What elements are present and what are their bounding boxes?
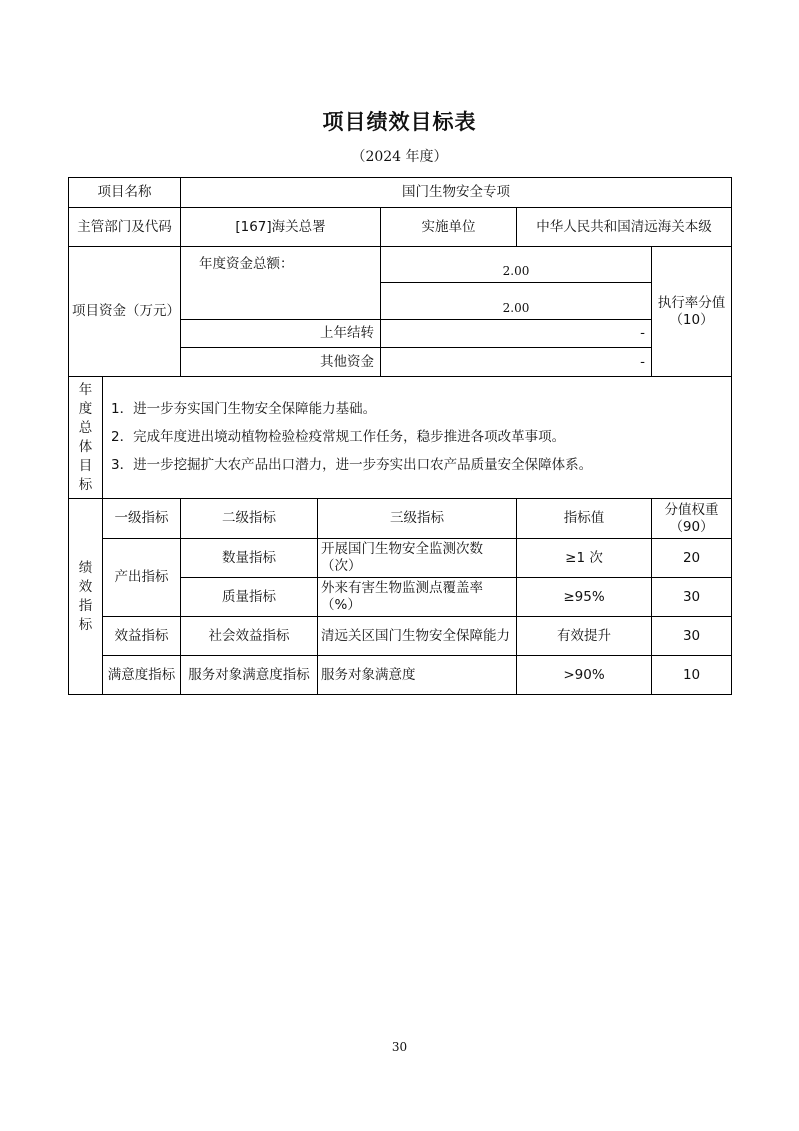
goals-label-char: 年	[78, 381, 93, 398]
department-row	[69, 208, 732, 247]
goal-item: 2．完成年度进出境动植物检验检疫常规工作任务，稳步推进各项改革事项。	[111, 429, 566, 445]
goals-label-char: 标	[78, 476, 93, 493]
funds-carryover-label: 上年结转	[181, 320, 381, 348]
funds-total-cell	[381, 247, 652, 283]
row-weight: 30	[652, 578, 732, 617]
header-level2: 二级指标	[181, 499, 318, 539]
row-level2: 服务对象满意度指标	[181, 656, 318, 695]
project-name-value: 国门生物安全专项	[181, 178, 732, 208]
goals-label-char: 体	[78, 438, 93, 455]
page-subtitle: （2024 年度）	[351, 149, 448, 165]
funds-total-label: 年度资金总额：	[199, 256, 294, 272]
goals-row	[69, 377, 732, 499]
header-weight: 分值权重（90）	[652, 499, 732, 539]
goal-item: 1．进一步夯实国门生物安全保障能力基础。	[111, 401, 377, 417]
performance-table	[68, 177, 732, 695]
indicators-label-char: 标	[78, 616, 93, 633]
funds-label-cell	[181, 247, 381, 320]
row-level1: 产出指标	[103, 539, 181, 617]
page-title: 项目绩效目标表	[322, 110, 477, 134]
header-value: 指标值	[517, 499, 652, 539]
goals-content	[103, 377, 732, 499]
table-row	[69, 539, 732, 578]
row-weight: 10	[652, 656, 732, 695]
row-level3: 清远关区国门生物安全保障能力	[318, 617, 517, 656]
dept-value: [167]海关总署	[181, 208, 381, 247]
funds-label: 项目资金（万元）	[69, 247, 181, 377]
goals-label-char: 总	[78, 419, 93, 436]
row-value: 有效提升	[517, 617, 652, 656]
indicators-label-char: 指	[78, 597, 93, 614]
project-name-row	[69, 178, 732, 208]
goals-label-char: 度	[78, 400, 93, 417]
funds-fiscal-value: 2.00	[502, 301, 530, 315]
indicators-label-char: 效	[78, 578, 93, 595]
dept-label: 主管部门及代码	[69, 208, 181, 247]
goals-label-char: 目	[78, 457, 93, 474]
row-level2: 质量指标	[181, 578, 318, 617]
row-value: ≥1 次	[517, 539, 652, 578]
row-level3: 服务对象满意度	[318, 656, 517, 695]
row-level2: 社会效益指标	[181, 617, 318, 656]
project-name-label: 项目名称	[69, 178, 181, 208]
row-level2: 数量指标	[181, 539, 318, 578]
funds-other-value: -	[381, 348, 652, 377]
header-level1: 一级指标	[103, 499, 181, 539]
indicators-label	[69, 499, 103, 695]
funds-carryover-value: -	[381, 320, 652, 348]
row-value: >90%	[517, 656, 652, 695]
goal-item: 3．进一步挖掘扩大农产品出口潜力，进一步夯实出口农产品质量安全保障体系。	[111, 457, 593, 473]
table-row	[69, 617, 732, 656]
funds-fiscal-cell	[381, 283, 652, 320]
row-value: ≥95%	[517, 578, 652, 617]
row-level3: 开展国门生物安全监测次数（次）	[318, 539, 517, 578]
indicators-header-row	[69, 499, 732, 539]
funds-total-value: 2.00	[502, 264, 530, 278]
funds-other-label: 其他资金	[181, 348, 381, 377]
row-level3: 外来有害生物监测点覆盖率（%）	[318, 578, 517, 617]
page-number: 30	[391, 1040, 408, 1054]
indicators-label-char: 绩	[78, 559, 93, 576]
row-weight: 20	[652, 539, 732, 578]
row-level1: 效益指标	[103, 617, 181, 656]
table-row	[69, 656, 732, 695]
unit-value: 中华人民共和国清远海关本级	[517, 208, 732, 247]
funds-total-row	[69, 247, 732, 283]
goals-label	[69, 377, 103, 499]
rate-label: 执行率分值（10）	[652, 247, 732, 377]
row-weight: 30	[652, 617, 732, 656]
row-level1: 满意度指标	[103, 656, 181, 695]
unit-label: 实施单位	[381, 208, 517, 247]
header-level3: 三级指标	[318, 499, 517, 539]
